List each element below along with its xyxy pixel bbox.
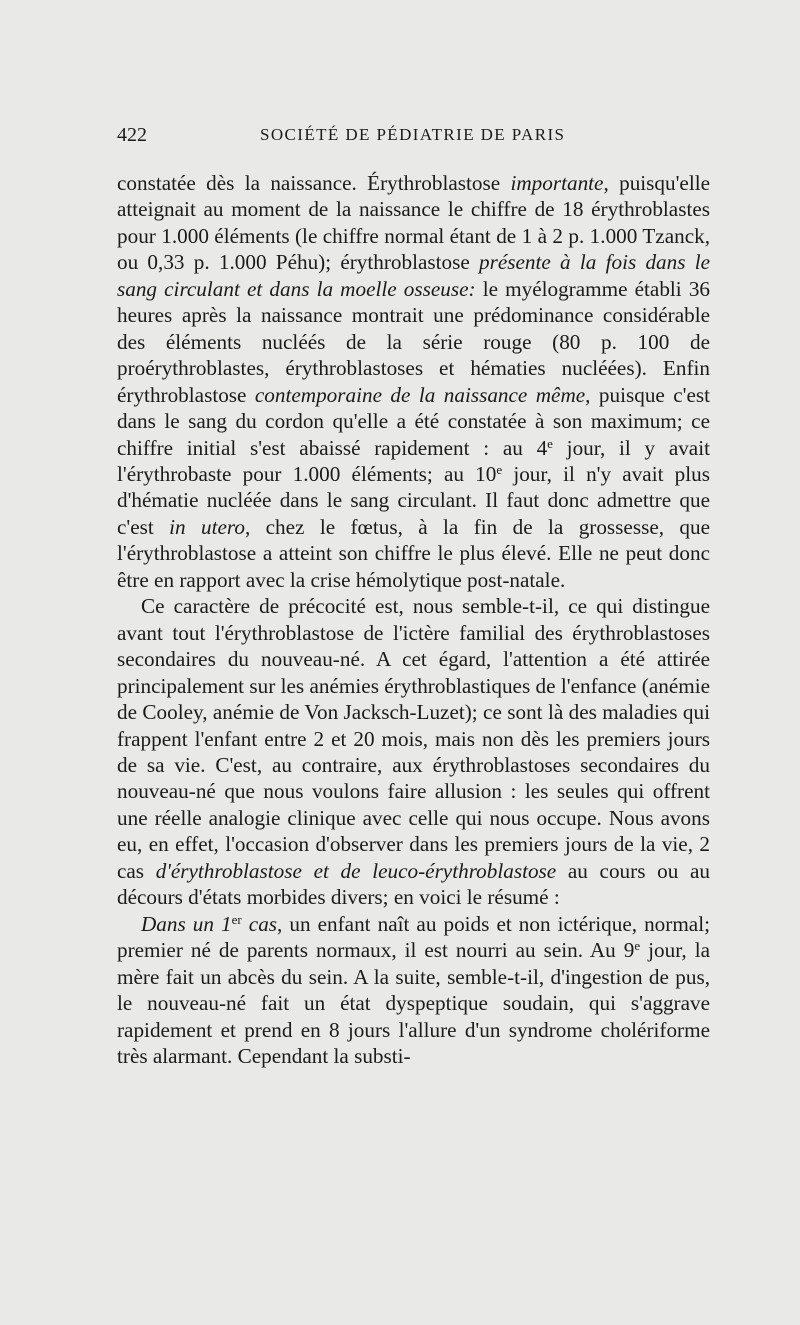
paragraph: Dans un 1er cas, un enfant naît au poids et non ictérique, normal; premier né de parents normaux, il est nourri au sein. Au 9e jour, la mère fait un abcès du sein. A la suite, semble-t-il, d'ingestion de pus, le nouveau-né fait un état dyspeptique soudain, qui s'aggrave rapidement et prend en 8 jours l'allure d'un syndrome cholériforme très alarmant. Cependant la substi- [117,911,710,1068]
body-text [117,170,710,1069]
page-header [117,124,710,154]
running-title: SOCIÉTÉ DE PÉDIATRIE DE PARIS [260,125,566,144]
paragraph: Ce caractère de précocité est, nous semble-t-il, ce qui distingue avant tout l'érythroblastose de l'ictère familial des érythroblastoses secondaires du nouveau-né. A cet égard, l'attention a été attirée principalement sur les anémies érythroblastiques de l'enfance (anémie de Cooley, anémie de Von Jacksch-Luzet); ce sont là des maladies qui frappent l'enfant entre 2 et 20 mois, mais non dès les premiers jours de sa vie. C'est, au contraire, aux érythroblastoses secondaires du nouveau-né que nous voulons faire allusion : les seules qui offrent une réelle analogie clinique avec celle qui nous occupe. Nous avons eu, en effet, l'occasion d'observer dans les premiers jours de la vie, 2 cas d'érythroblastose et de leuco-érythroblastose au cours ou au décours d'états morbides divers; en voici le résumé : [117,594,710,910]
page-number: 422 [117,124,147,146]
paragraph: constatée dès la naissance. Érythroblastose importante, puisqu'elle atteignait au moment de la naissance le chiffre de 18 érythroblastes pour 1.000 éléments (le chiffre normal étant de 1 à 2 p. 1.000 Tzanck, ou 0,33 p. 1.000 Péhu); érythroblastose présente à la fois dans le sang circulant et dans la moelle osseuse: le myélogramme établi 36 heures après la naissance montrait une prédominance considérable des éléments nucléés de la série rouge (80 p. 100 de proérythroblastes, érythroblastoses et hématies nucléées). Enfin érythroblastose contemporaine de la naissance même, puisque c'est dans le sang du cordon qu'elle a été constatée à son maximum; ce chiffre initial s'est abaissé rapidement : au 4e jour, il y avait l'érythrobaste pour 1.000 éléments; au 10e jour, il n'y avait plus d'hématie nucléée dans le sang circulant. Il faut donc admettre que c'est in utero, chez le fœtus, à la fin de la grossesse, que l'érythroblastose a atteint son chiffre le plus élevé. Elle ne peut donc être en rapport avec la crise hémolytique post-natale. [117,171,711,592]
